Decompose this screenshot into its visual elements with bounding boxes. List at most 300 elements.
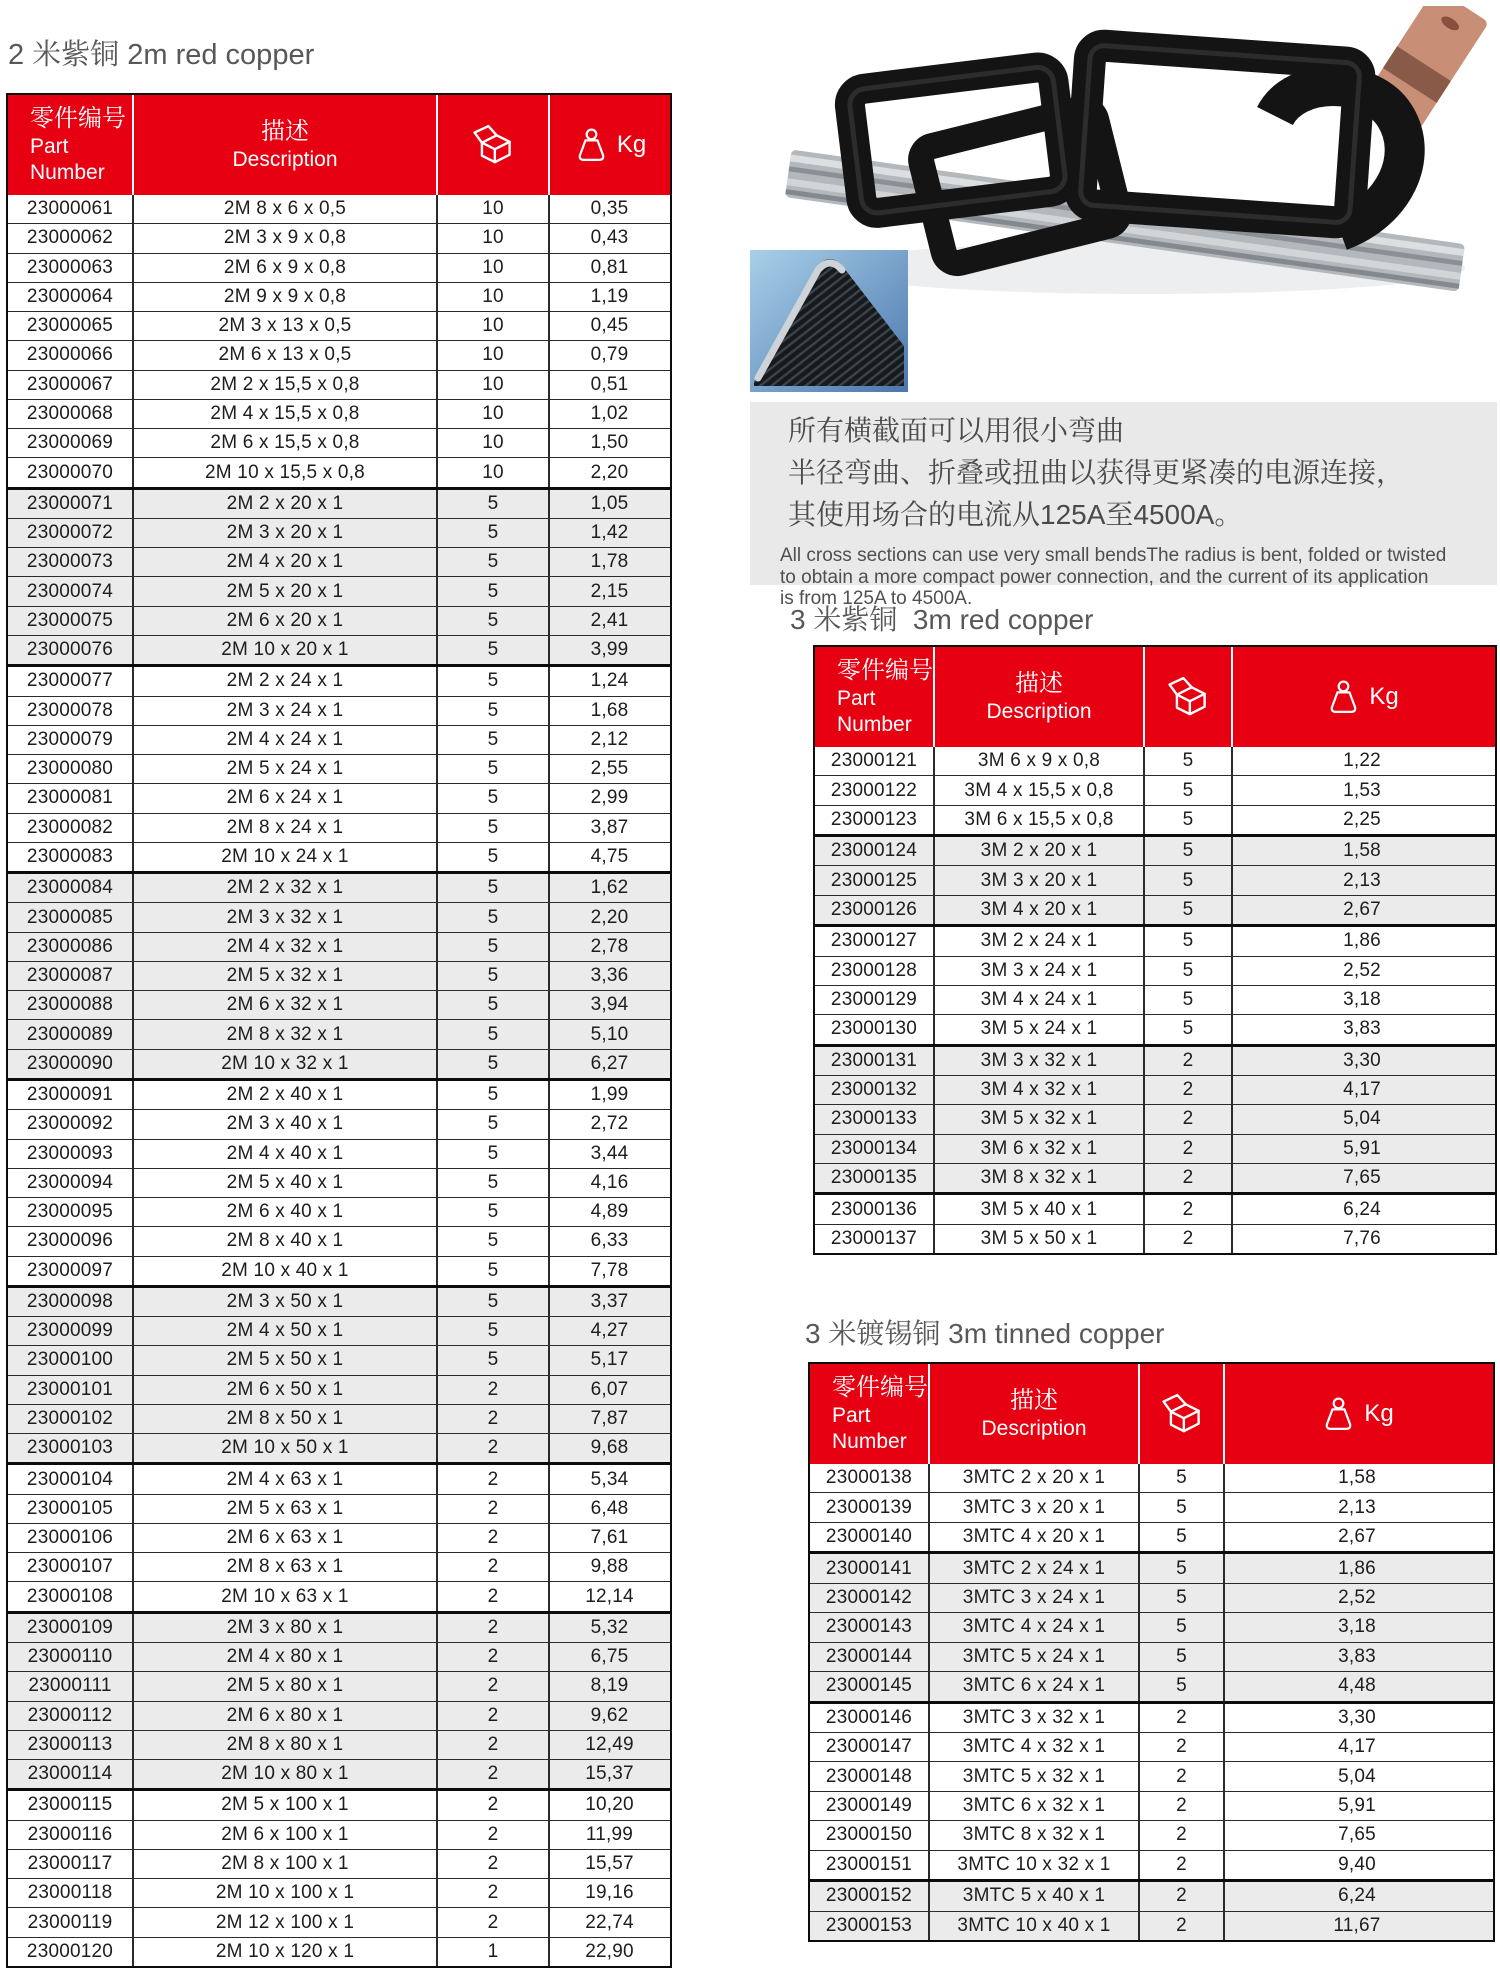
box-qty-cell: 5 [1138,1672,1223,1700]
part-number-cell: 23000153 [825,1914,913,1936]
kg-cell: 2,67 [1223,1523,1489,1551]
part-number-cell: 23000077 [26,670,114,692]
table-row [815,775,1495,804]
table-row [8,1197,670,1226]
description-cell: 2M 2 x 24 x 1 [132,667,436,695]
part-number-cell: 23000149 [825,1795,913,1817]
part-number-cell: 23000100 [26,1349,114,1371]
kg-cell: 5,91 [1223,1792,1489,1820]
table-row [815,1224,1495,1253]
part-number-cell: 23000131 [830,1049,918,1071]
part-number-cell: 23000111 [28,1675,112,1697]
table-row [815,1104,1495,1133]
description-cell: 2M 6 x 80 x 1 [132,1702,436,1730]
col-header-part-number: 零件编号 Part Number [837,657,933,736]
kg-cell: 6,24 [1231,1195,1491,1223]
kg-cell: 0,35 [548,195,669,223]
box-qty-cell: 2 [1138,1882,1223,1910]
part-number-cell: 23000095 [26,1201,114,1223]
table-row [8,1462,670,1493]
description-cell: 3M 3 x 20 x 1 [933,866,1143,894]
description-cell: 3MTC 5 x 24 x 1 [928,1643,1138,1671]
box-qty-cell: 10 [436,371,548,399]
kg-cell: 6,48 [548,1495,669,1523]
part-number-cell: 23000073 [26,551,114,573]
box-qty-cell: 5 [436,962,548,990]
kg-cell: 1,05 [548,490,669,518]
part-number-cell: 23000106 [26,1527,114,1549]
table-row [8,1701,670,1730]
description-cell: 2M 3 x 13 x 0,5 [132,312,436,340]
kg-cell: 22,74 [548,1908,669,1936]
box-qty-cell: 5 [436,1288,548,1316]
description-cell: 3M 5 x 32 x 1 [933,1105,1143,1133]
table-row [8,1642,670,1671]
kg-cell: 11,99 [548,1821,669,1849]
description-cell: 3M 2 x 20 x 1 [933,837,1143,865]
box-qty-cell: 2 [436,1553,548,1581]
description-cell: 2M 8 x 32 x 1 [132,1020,436,1048]
box-qty-cell: 5 [436,1020,548,1048]
kg-cell: 15,37 [548,1760,669,1788]
table-row [810,1850,1493,1879]
kg-cell: 7,65 [1231,1164,1491,1192]
kg-cell: 2,67 [1231,896,1491,924]
part-number-cell: 23000141 [825,1557,913,1579]
part-number-cell: 23000097 [26,1259,114,1281]
kg-cell: 2,25 [1231,806,1491,834]
description-cell: 3M 2 x 24 x 1 [933,927,1143,955]
kg-cell: 12,49 [548,1731,669,1759]
table-row [8,1404,670,1433]
kg-cell: 2,99 [548,784,669,812]
box-qty-cell: 5 [436,577,548,605]
part-number-cell: 23000125 [830,869,918,891]
description-cell: 2M 4 x 40 x 1 [132,1140,436,1168]
description-cell: 3M 4 x 15,5 x 0,8 [933,776,1143,804]
table-row [815,1075,1495,1104]
kg-cell: 5,32 [548,1614,669,1642]
kg-cell: 0,51 [548,371,669,399]
part-number-cell: 23000135 [830,1167,918,1189]
kg-cell: 1,22 [1231,747,1491,775]
table-row [8,1168,670,1197]
part-number-cell: 23000105 [26,1497,114,1519]
part-number-cell: 23000150 [825,1824,913,1846]
box-qty-cell: 2 [1143,1195,1231,1223]
kg-cell: 7,61 [548,1524,669,1552]
box-qty-cell: 5 [436,1140,548,1168]
table-row [810,1612,1493,1641]
box-qty-cell: 5 [436,490,548,518]
box-qty-cell: 5 [1138,1643,1223,1671]
table-row [810,1879,1493,1910]
box-qty-cell: 5 [436,814,548,842]
table-row [8,1375,670,1404]
box-qty-cell: 2 [436,1524,548,1552]
part-number-cell: 23000118 [27,1882,113,1904]
kg-cell: 1,19 [548,283,669,311]
table-row [8,1316,670,1345]
box-qty-cell: 2 [436,1376,548,1404]
table-row [815,1014,1495,1043]
box-qty-cell: 5 [1138,1464,1223,1492]
description-cell: 3M 6 x 32 x 1 [933,1135,1143,1163]
description-cell: 2M 10 x 120 x 1 [132,1938,436,1966]
box-qty-cell: 5 [1143,837,1231,865]
product-photo-inset [750,250,908,392]
description-cell: 2M 5 x 50 x 1 [132,1346,436,1374]
box-qty-cell: 5 [436,874,548,902]
box-qty-cell: 5 [1143,927,1231,955]
box-qty-cell: 5 [436,784,548,812]
description-cell: 3MTC 5 x 32 x 1 [928,1762,1138,1790]
table-row [810,1701,1493,1732]
description-cell: 2M 5 x 63 x 1 [132,1495,436,1523]
kg-cell: 5,04 [1231,1105,1491,1133]
table-row [8,1226,670,1255]
kg-cell: 2,41 [548,607,669,635]
kg-cell: 5,34 [548,1465,669,1493]
kg-cell: 3,30 [1223,1704,1489,1732]
part-number-cell: 23000126 [830,898,918,920]
box-qty-cell: 5 [436,636,548,664]
table-row [8,1759,670,1788]
box-qty-cell: 2 [436,1908,548,1936]
part-number-cell: 23000067 [26,373,114,395]
kg-cell: 2,13 [1231,866,1491,894]
part-number-cell: 23000132 [830,1079,918,1101]
part-number-cell: 23000079 [26,728,114,750]
box-qty-cell: 2 [1143,1164,1231,1192]
description-cell: 3MTC 10 x 32 x 1 [928,1851,1138,1879]
table-3m-tinned-copper [808,1362,1495,1942]
table-row [8,1730,670,1759]
part-number-cell: 23000107 [26,1556,114,1578]
table-row [8,1611,670,1642]
part-number-cell: 23000099 [26,1320,114,1342]
table-row [8,725,670,754]
kg-cell: 4,17 [1223,1733,1489,1761]
kg-cell: 3,18 [1231,986,1491,1014]
description-cell: 2M 4 x 24 x 1 [132,726,436,754]
description-cell: 3MTC 2 x 20 x 1 [928,1464,1138,1492]
part-number-cell: 23000147 [825,1736,913,1758]
kg-cell: 6,27 [548,1050,669,1078]
description-cell: 2M 10 x 32 x 1 [132,1050,436,1078]
description-cell: 3M 6 x 9 x 0,8 [933,747,1143,775]
description-cell: 3M 3 x 32 x 1 [933,1047,1143,1075]
part-number-cell: 23000085 [26,906,114,928]
table-row [8,1552,670,1581]
part-number-cell: 23000063 [26,256,114,278]
kg-cell: 3,87 [548,814,669,842]
description-cell: 2M 4 x 15,5 x 0,8 [132,400,436,428]
kg-cell: 1,78 [548,548,669,576]
part-number-cell: 23000121 [830,750,918,772]
box-qty-cell: 5 [436,903,548,931]
table-row [810,1464,1493,1492]
box-qty-cell: 5 [436,1169,548,1197]
part-number-cell: 23000151 [825,1853,913,1875]
description-cell: 3M 6 x 15,5 x 0,8 [933,806,1143,834]
description-cell: 2M 2 x 15,5 x 0,8 [132,371,436,399]
table-row [8,253,670,282]
table-row [8,457,670,486]
col-header-part-number: 零件编号 Part Number [832,1374,928,1453]
table-row [8,487,670,518]
table-row [8,1433,670,1462]
part-number-cell: 23000142 [825,1586,913,1608]
table-row [8,606,670,635]
part-number-cell: 23000143 [825,1616,913,1638]
table-row [815,895,1495,924]
table-row [8,1849,670,1878]
kg-cell: 1,53 [1231,776,1491,804]
box-qty-cell: 5 [1143,866,1231,894]
box-qty-cell: 5 [436,1050,548,1078]
kg-cell: 0,45 [548,312,669,340]
part-number-cell: 23000117 [27,1853,113,1874]
table-row [810,1911,1493,1940]
part-number-cell: 23000086 [26,935,114,957]
box-qty-cell: 2 [1143,1105,1231,1133]
description-cell: 3MTC 4 x 20 x 1 [928,1523,1138,1551]
box-qty-cell: 5 [1143,896,1231,924]
table-row [8,1937,670,1966]
kg-cell: 6,33 [548,1227,669,1255]
description-cell: 3M 4 x 24 x 1 [933,986,1143,1014]
description-cell: 3MTC 6 x 24 x 1 [928,1672,1138,1700]
description-cell: 2M 10 x 15,5 x 0,8 [132,458,436,486]
part-number-cell: 23000075 [26,609,114,631]
part-number-cell: 23000066 [26,344,114,366]
table-row [8,1285,670,1316]
kg-cell: 5,17 [548,1346,669,1374]
part-number-cell: 23000114 [27,1763,113,1785]
description-cell: 3M 8 x 32 x 1 [933,1164,1143,1192]
description-cell: 2M 6 x 9 x 0,8 [132,254,436,282]
box-qty-cell: 10 [436,400,548,428]
kg-cell: 3,94 [548,991,669,1019]
part-number-cell: 23000061 [26,198,114,220]
description-cell: 2M 4 x 20 x 1 [132,548,436,576]
box-qty-cell: 2 [436,1879,548,1907]
kg-cell: 4,75 [548,843,669,871]
description-cell: 3M 5 x 40 x 1 [933,1195,1143,1223]
kg-cell: 9,62 [548,1702,669,1730]
kg-cell: 2,12 [548,726,669,754]
part-number-cell: 23000119 [27,1911,113,1933]
description-cell: 2M 10 x 80 x 1 [132,1760,436,1788]
description-cell: 2M 10 x 20 x 1 [132,636,436,664]
table-row [8,282,670,311]
table-row [8,1878,670,1907]
description-cell: 3MTC 6 x 32 x 1 [928,1792,1138,1820]
description-cell: 2M 8 x 80 x 1 [132,1731,436,1759]
part-number-cell: 23000068 [26,402,114,424]
kg-cell: 8,19 [548,1672,669,1700]
table-header-row [810,1364,1493,1464]
kg-cell: 4,89 [548,1198,669,1226]
kg-cell: 1,58 [1231,837,1491,865]
part-number-cell: 23000062 [26,227,114,249]
description-cell: 2M 2 x 32 x 1 [132,874,436,902]
part-number-cell: 23000144 [825,1645,913,1667]
box-qty-cell: 10 [436,224,548,252]
table-row [8,1523,670,1552]
kg-cell: 6,24 [1223,1882,1489,1910]
table-row [8,518,670,547]
description-cell: 3M 4 x 32 x 1 [933,1076,1143,1104]
description-cell: 3MTC 3 x 32 x 1 [928,1704,1138,1732]
description-cell: 2M 4 x 50 x 1 [132,1317,436,1345]
table-row [8,871,670,902]
box-qty-cell: 2 [436,1582,548,1610]
box-qty-cell: 5 [436,1257,548,1285]
description-cell: 2M 5 x 40 x 1 [132,1169,436,1197]
table-row [8,1139,670,1168]
description-cell: 2M 3 x 50 x 1 [132,1288,436,1316]
description-cell: 2M 8 x 100 x 1 [132,1850,436,1878]
part-number-cell: 23000071 [26,492,114,514]
box-qty-cell: 5 [436,1346,548,1374]
description-cell: 3MTC 5 x 40 x 1 [928,1882,1138,1910]
table-row [810,1732,1493,1761]
info-text-cn: 所有横截面可以用很小弯曲 [788,415,1125,446]
box-qty-cell: 5 [436,667,548,695]
table-row [8,1345,670,1374]
weight-kg-icon: Kg [548,95,669,195]
table-row [815,924,1495,955]
kg-cell: 4,48 [1223,1672,1489,1700]
part-number-cell: 23000138 [825,1467,913,1489]
box-qty-cell: 5 [436,519,548,547]
kg-cell: 4,27 [548,1317,669,1345]
kg-cell: 9,88 [548,1553,669,1581]
table-row [8,1820,670,1849]
table-row [8,428,670,457]
part-number-cell: 23000074 [26,580,114,602]
kg-cell: 3,18 [1223,1613,1489,1641]
part-number-cell: 23000127 [830,930,918,952]
weight-kg-icon: Kg [1223,1364,1489,1464]
carton-box-icon [1143,647,1231,747]
kg-cell: 1,86 [1231,927,1491,955]
part-number-cell: 23000128 [830,959,918,981]
box-qty-cell: 5 [436,1198,548,1226]
kg-cell: 1,99 [548,1081,669,1109]
section-title-3m-red-copper: 3 米紫铜 3m red copper [790,604,1094,635]
kg-cell: 3,83 [1231,1015,1491,1043]
description-cell: 2M 10 x 100 x 1 [132,1879,436,1907]
box-qty-cell: 2 [436,1643,548,1671]
part-number-cell: 23000070 [26,461,114,483]
part-number-cell: 23000069 [26,432,114,454]
kg-cell: 3,37 [548,1288,669,1316]
kg-cell: 1,02 [548,400,669,428]
box-qty-cell: 2 [436,1760,548,1788]
part-number-cell: 23000093 [26,1142,114,1164]
kg-cell: 22,90 [548,1938,669,1966]
box-qty-cell: 5 [1143,747,1231,775]
box-qty-cell: 2 [1138,1821,1223,1849]
part-number-cell: 23000146 [825,1706,913,1728]
box-qty-cell: 5 [436,755,548,783]
box-qty-cell: 5 [1138,1584,1223,1612]
description-cell: 2M 3 x 20 x 1 [132,519,436,547]
part-number-cell: 23000148 [825,1765,913,1787]
part-number-cell: 23000090 [26,1052,114,1074]
description-cell: 2M 2 x 20 x 1 [132,490,436,518]
part-number-cell: 23000116 [27,1823,113,1845]
kg-cell: 7,65 [1223,1821,1489,1849]
kg-cell: 3,99 [548,636,669,664]
kg-cell: 2,78 [548,933,669,961]
box-qty-cell: 5 [1143,957,1231,985]
table-row [810,1671,1493,1700]
description-cell: 2M 9 x 9 x 0,8 [132,283,436,311]
kg-cell: 4,16 [548,1169,669,1197]
part-number-cell: 23000130 [830,1018,918,1040]
description-cell: 2M 6 x 63 x 1 [132,1524,436,1552]
kg-cell: 2,72 [548,1110,669,1138]
box-qty-cell: 2 [1143,1225,1231,1253]
kg-cell: 3,83 [1223,1643,1489,1671]
table-row [8,842,670,871]
box-qty-cell: 2 [436,1791,548,1819]
box-qty-cell: 2 [1143,1047,1231,1075]
description-cell: 3MTC 10 x 40 x 1 [928,1912,1138,1940]
description-cell: 3MTC 4 x 32 x 1 [928,1733,1138,1761]
table-2m-red-copper [6,93,672,1968]
table-row [8,1078,670,1109]
kg-cell: 2,20 [548,458,669,486]
description-cell: 2M 6 x 50 x 1 [132,1376,436,1404]
box-qty-cell: 10 [436,458,548,486]
table-row [8,311,670,340]
table-row [8,783,670,812]
table-row [8,696,670,725]
kg-cell: 1,24 [548,667,669,695]
col-header-part-number: 零件编号 Part Number [30,105,126,184]
description-cell: 2M 6 x 40 x 1 [132,1198,436,1226]
description-cell: 2M 3 x 32 x 1 [132,903,436,931]
table-row [815,747,1495,775]
kg-cell: 0,43 [548,224,669,252]
part-number-cell: 23000096 [26,1230,114,1252]
part-number-cell: 23000076 [26,639,114,661]
table-row [8,961,670,990]
table-row [8,340,670,369]
carton-box-icon [1138,1364,1223,1464]
box-qty-cell: 5 [1143,806,1231,834]
description-cell: 2M 4 x 32 x 1 [132,933,436,961]
box-qty-cell: 2 [436,1495,548,1523]
table-row [8,399,670,428]
table-row [810,1642,1493,1671]
part-number-cell: 23000108 [26,1585,114,1607]
part-number-cell: 23000078 [26,699,114,721]
kg-cell: 2,52 [1231,957,1491,985]
kg-cell: 5,10 [548,1020,669,1048]
kg-cell: 1,50 [548,429,669,457]
box-qty-cell: 2 [436,1434,548,1462]
kg-cell: 1,62 [548,874,669,902]
box-qty-cell: 2 [436,1850,548,1878]
box-qty-cell: 5 [436,843,548,871]
part-number-cell: 23000088 [26,994,114,1016]
